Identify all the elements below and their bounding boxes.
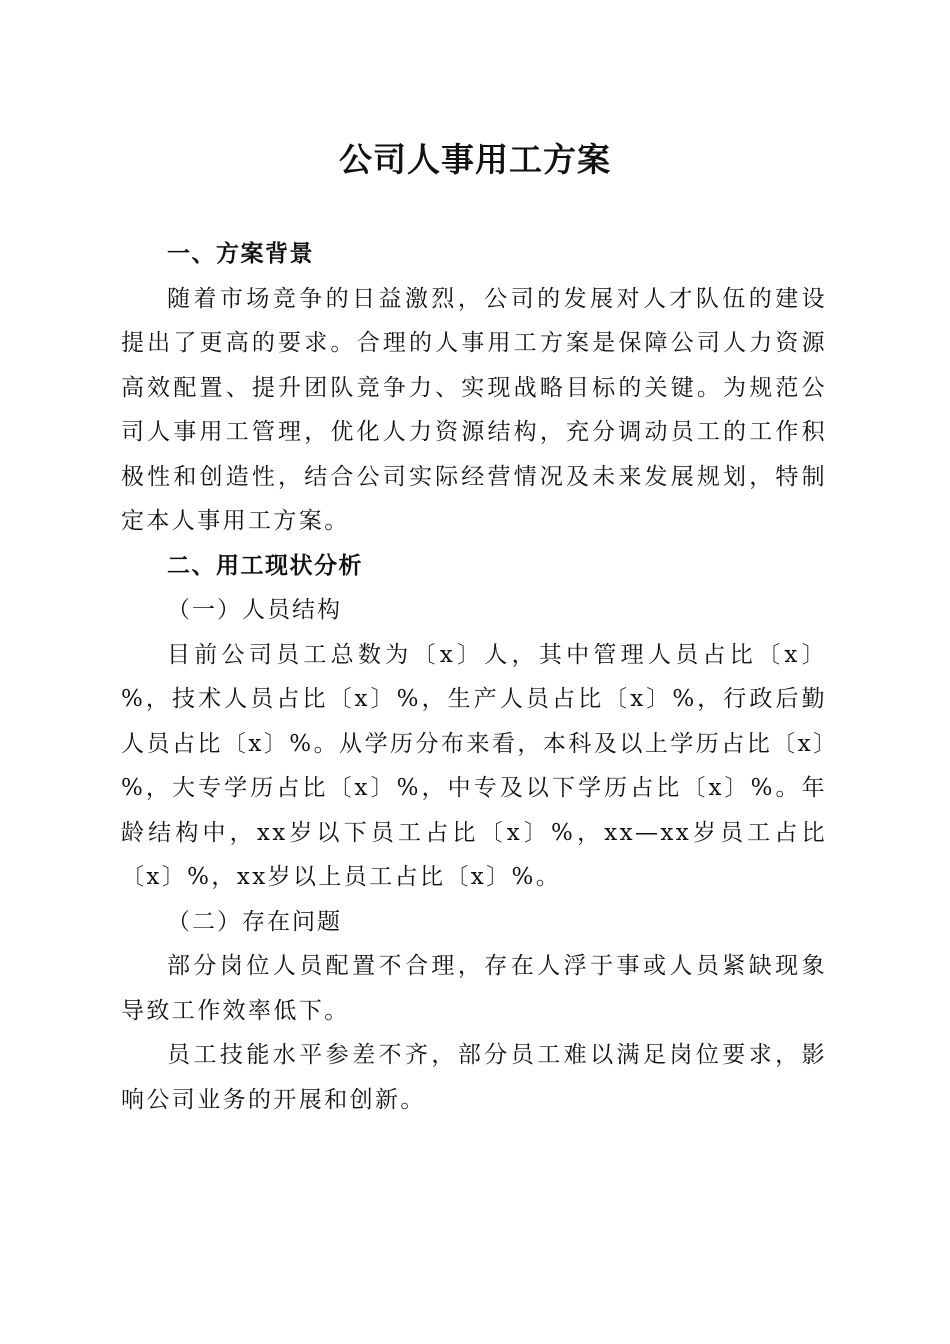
document-body [121,232,827,1122]
paragraph-problem-skills: 员工技能水平参差不齐，部分员工难以满足岗位要求，影响公司业务的开展和创新。 [121,1042,827,1113]
page-title: 公司人事用工方案 [339,140,611,179]
subsection-heading-existing-problems: （二）存在问题 [167,908,342,935]
subsection-heading-personnel-structure: （一）人员结构 [167,597,342,623]
section-heading-background: 一、方案背景 [167,241,314,267]
paragraph-problem-staffing: 部分岗位人员配置不合理，存在人浮于事或人员紧缺现象导致工作效率低下。 [121,953,827,1024]
section-heading-status-analysis: 二、用工现状分析 [167,552,363,579]
paragraph-personnel-structure: 目前公司员工总数为〔x〕人，其中管理人员占比〔x〕%，技术人员占比〔x〕%，生产人员占比〔x〕%，行政后勤人员占比〔x〕%。从学历分布来看，本科及以上学历占比〔x〕%，大专学历占比〔x〕%，中专及以下学历占比〔x〕%。年龄结构中，xx岁以下员工占比〔x〕%，xx—xx岁员工占比〔x〕%，xx岁以上员工占比〔x〕%。 [121,641,827,890]
paragraph-background: 随着市场竞争的日益激烈，公司的发展对人才队伍的建设提出了更高的要求。合理的人事用工方案是保障公司人力资源高效配置、提升团队竞争力、实现战略目标的关键。为规范公司人事用工管理，优化人力资源结构，充分调动员工的工作积极性和创造性，结合公司实际经营情况及未来发展规划，特制定本人事用工方案。 [121,285,827,534]
